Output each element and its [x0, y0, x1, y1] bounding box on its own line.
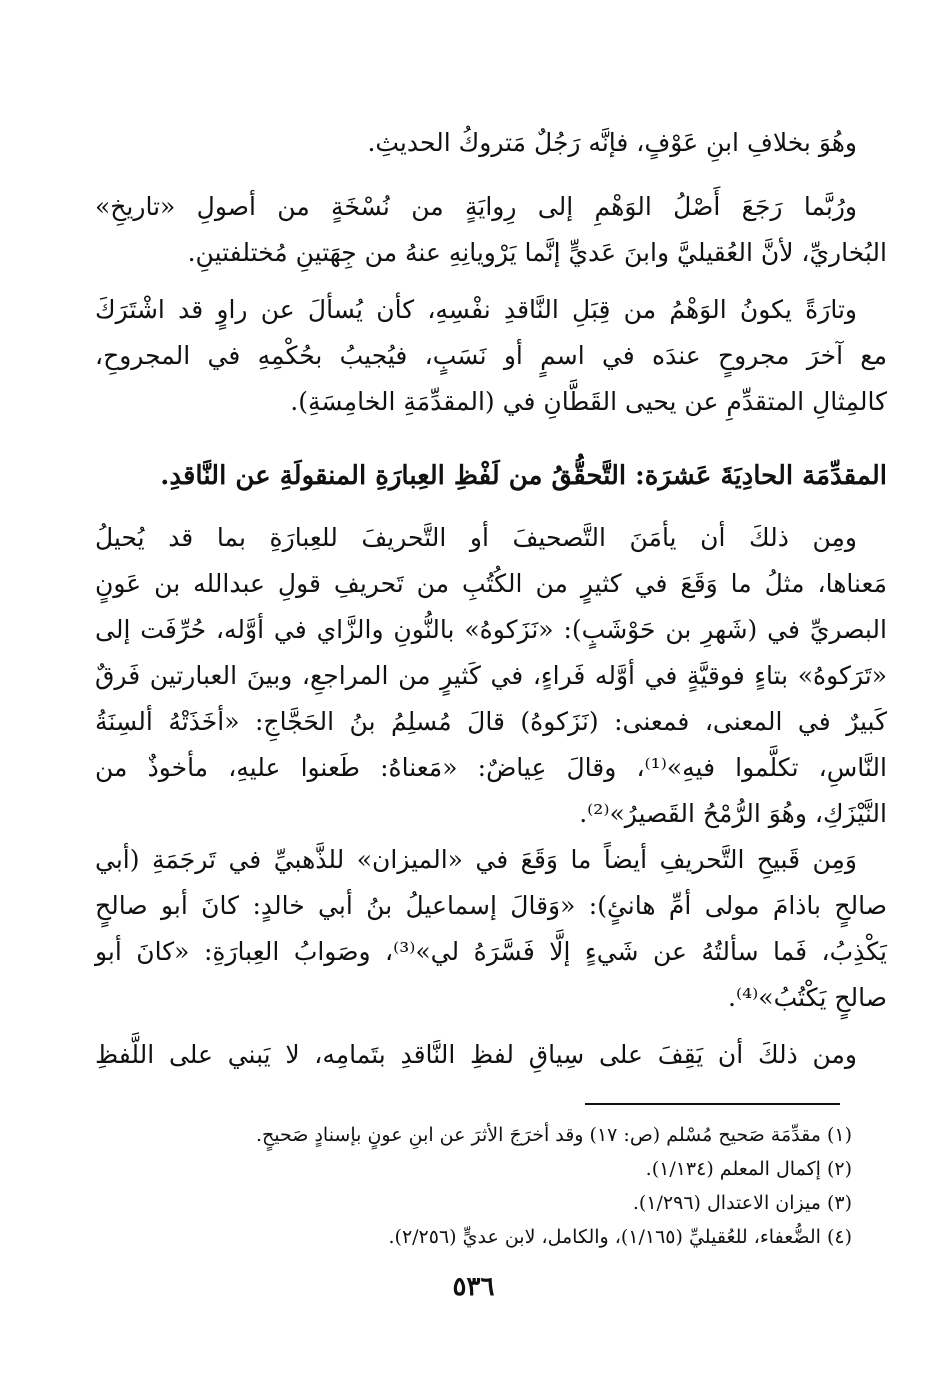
footnote-1: (١) مقدِّمَة صَحيح مُسْلم (ص: ١٧) وقد أخرَجَ الأثرَ عن ابنِ عونٍ بإسنادٍ صَحيحٍ. — [255, 1124, 852, 1146]
footnote-4: (٤) الضُّعفاء، للعُقيليِّ (١/١٦٥)، والكامل، لابن عديٍّ (٢/٢٥٦). — [388, 1226, 852, 1248]
text-line: البُخاريِّ، لأنَّ العُقيليَّ وابنَ عَديٍّ إنَّما يَرْويانِهِ عنهُ من جِهَتينِ مُختلفتينِ. — [187, 238, 887, 267]
footnote-separator — [585, 1103, 840, 1105]
page-number: ٥٣٦ — [452, 1272, 495, 1302]
text-line: وَمِن قَبيحِ التَّحريفِ أيضاً ما وَقَعَ في «الميزان» للذَّهبيِّ في تَرجَمَةِ (أبي — [95, 845, 857, 874]
text-line: وهُوَ بخلافِ ابنِ عَوْفٍ، فإنَّه رَجُلٌ مَتروكُ الحديثِ. — [367, 128, 857, 157]
text-line: وتارَةً يكونُ الوَهْمُ من قِبَلِ النَّاقدِ نفْسِهِ، كأن يُسألَ عن راوٍ قد اشْتَرَكَ — [95, 295, 857, 324]
footnote-2: (٢) إكمال المعلم (١/١٣٤). — [645, 1158, 852, 1180]
text-line: مَعناها، مثلُ ما وَقَعَ في كثيرٍ من الكُتُبِ من تَحريفِ قولِ عبدالله بن عَونٍ — [95, 569, 887, 598]
paragraph-2 — [95, 184, 887, 276]
text-line: كالمِثالِ المتقدِّمِ عن يحيى القَطَّانِ في (المقدِّمَةِ الخامِسَةِ). — [290, 387, 887, 416]
footnote-3: (٣) ميزان الاعتدال (١/٢٩٦). — [632, 1192, 852, 1214]
text-line: البصريِّ في (شَهرِ بن حَوْشَبٍ): «نَزَكوهُ» بالنُّونِ والزَّاي في أوَّله، حُرِّفَت إلى — [95, 615, 887, 644]
paragraph-4 — [95, 515, 887, 837]
section-heading: المقدِّمَة الحادِيَةَ عَشرَة: التَّحقُّقُ من لَفْظِ العِبارَةِ المنقولَةِ عن النَّاقدِ. — [160, 461, 887, 491]
text-line: صالحٍ يَكْتُبُ»⁽⁴⁾. — [728, 983, 887, 1012]
text-line: كَبيرٌ في المعنى، فمعنى: (نَزَكوهُ) قالَ مُسلِمُ بنُ الحَجَّاجِ: «أخَذَتْهُ ألسِنَةُ — [95, 707, 887, 736]
paragraph-3 — [95, 287, 887, 425]
text-line: «تَرَكوهُ» بتاءٍ فوقيَّةٍ في أوَّله فَراءٍ، في كَثيرٍ من المراجعِ، وبينَ العبارتين فَرقٌ — [95, 661, 887, 690]
text-line: النَّاسِ، تكلَّموا فيهِ»⁽¹⁾، وقالَ عِياضٌ: «مَعناهُ: طَعنوا عليهِ، مأخوذٌ من — [95, 753, 887, 782]
text-line: مع آخرَ مجروحٍ عندَه في اسمٍ أو نَسَبٍ، فيُجيبُ بحُكْمِهِ في المجروحِ، — [95, 341, 887, 370]
footnotes — [150, 1118, 852, 1254]
text-line: يَكْذِبُ، فَما سألتُهُ عن شَيءٍ إلَّا فَسَّرَهُ لي»⁽³⁾، وصَوابُ العِبارَةِ: «كانَ أبو — [95, 937, 887, 966]
paragraph-5 — [95, 837, 887, 1021]
text-line: ومن ذلكَ أن يَقِفَ على سِياقِ لفظِ النَّاقدِ بتَمامِه، لا يَبني على اللَّفظِ — [95, 1040, 857, 1069]
paragraph-6 — [95, 1032, 887, 1078]
text-line: ومِن ذلكَ أن يأمَنَ التَّصحيفَ أو التَّحريفَ للعِبارَةِ بما قد يُحيلُ — [95, 523, 857, 552]
text-line: النَّيْزَكِ، وهُوَ الرُّمْحُ القَصيرُ»⁽²⁾. — [579, 799, 887, 828]
text-line: ورُبَّما رَجَعَ أَصْلُ الوَهْمِ إلى رِوايَةٍ من نُسْخَةٍ من أصولِ «تاريخِ» — [95, 192, 857, 221]
paragraph-1 — [95, 120, 887, 166]
text-line: صالحٍ باذامَ مولى أمِّ هانئٍ): «وَقالَ إسماعيلُ بنُ أبي خالدٍ: كانَ أبو صالحٍ — [95, 891, 887, 920]
